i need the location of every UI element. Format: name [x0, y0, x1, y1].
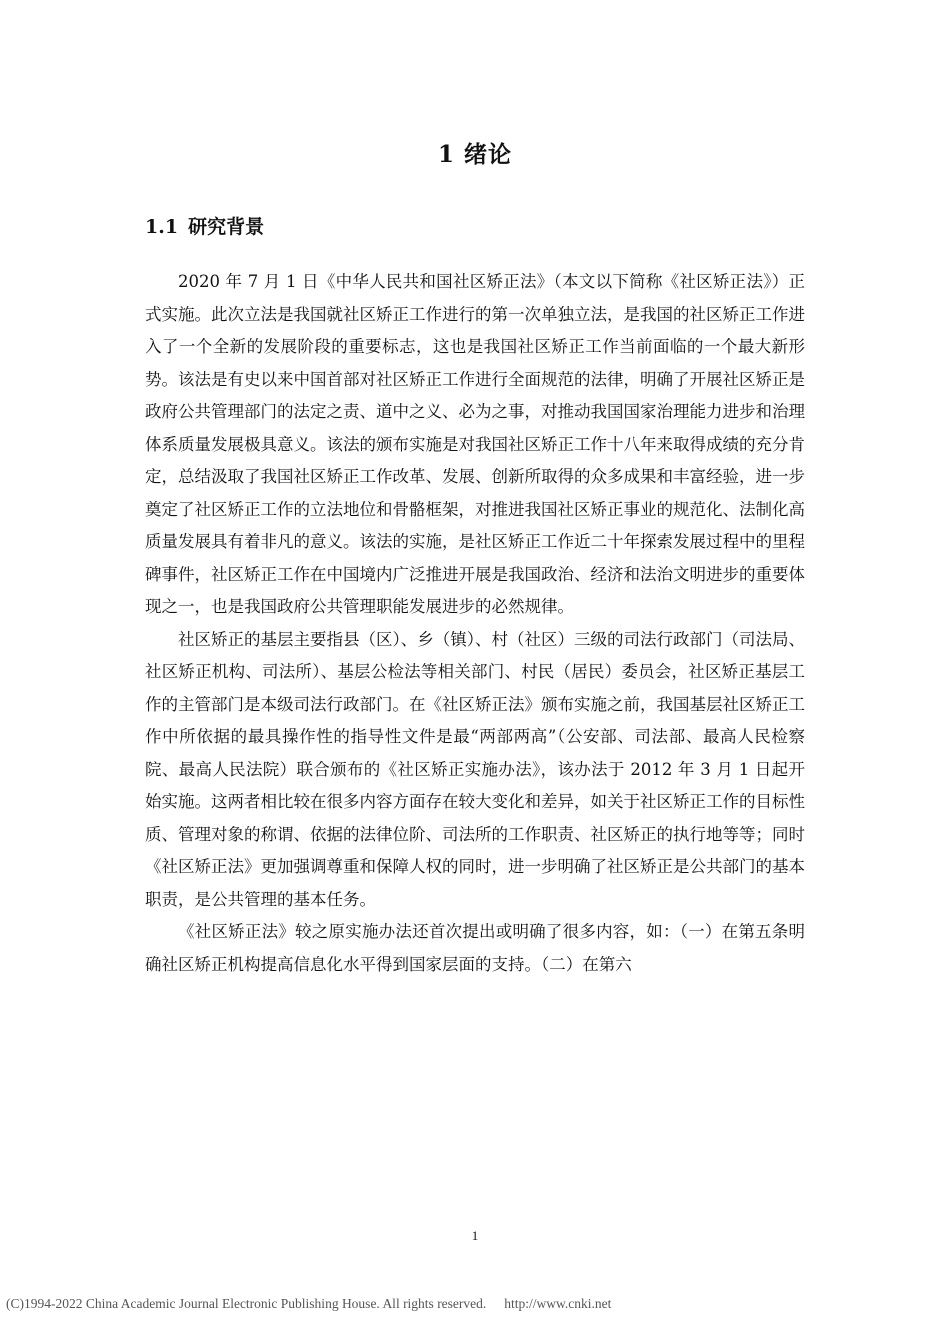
section-title: 研究背景 — [188, 216, 265, 238]
chapter-title: 1 绪论 — [437, 141, 512, 168]
section-heading — [145, 212, 264, 239]
body-text — [145, 266, 805, 981]
section-number: 1.1 — [145, 216, 179, 238]
footer-url: http://www.cnki.net — [504, 1296, 612, 1311]
paragraph-3: 《社区矫正法》较之原实施办法还首次提出或明确了很多内容，如：（一）在第五条明确社区矫正机构提高信息化水平得到国家层面的支持。（二）在第六 — [145, 922, 805, 974]
page-number: 1 — [471, 1228, 479, 1243]
paragraph-1: 2020 年 7 月 1 日《中华人民共和国社区矫正法》（本文以下简称《社区矫正法》）正式实施。此次立法是我国就社区矫正工作进行的第一次单独立法，是我国的社区矫正工作进入了一个全新的发展阶段的重要标志，这也是我国社区矫正工作当前面临的一个最大新形势。该法是有史以来中国首部对社区矫正工作进行全面规范的法律，明确了开展社区矫正是政府公共管理部门的法定之责、道中之义、必为之事，对推动我国国家治理能力进步和治理体系质量发展极具意义。该法的颁布实施是对我国社区矫正工作十八年来取得成绩的充分肯定，总结汲取了我国社区矫正工作改革、发展、创新所取得的众多成果和丰富经验，进一步奠定了社区矫正工作的立法地位和骨骼框架，对推进我国社区矫正事业的规范化、法制化高质量发展具有着非凡的意义。该法的实施，是社区矫正工作近二十年探索发展过程中的里程碑事件，社区矫正工作在中国境内广泛推进开展是我国政治、经济和法治文明进步的重要体现之一，也是我国政府公共管理职能发展进步的必然规律。 — [145, 272, 805, 616]
paragraph-2: 社区矫正的基层主要指县（区）、乡（镇）、村（社区）三级的司法行政部门（司法局、社区矫正机构、司法所）、基层公检法等相关部门、村民（居民）委员会，社区矫正基层工作的主管部门是本级司法行政部门。在《社区矫正法》颁布实施之前，我国基层社区矫正工作中所依据的最具操作性的指导性文件是最“两部两高”（公安部、司法部、最高人民检察院、最高人民法院）联合颁布的《社区矫正实施办法》，该办法于 2012 年 3 月 1 日起开始实施。这两者相比较在很多内容方面存在较大变化和差异，如关于社区矫正工作的目标性质、管理对象的称谓、依据的法律位阶、司法所的工作职责、社区矫正的执行地等等；同时《社区矫正法》更加强调尊重和保障人权的同时，进一步明确了社区矫正是公共部门的基本职责，是公共管理的基本任务。 — [145, 629, 805, 909]
copyright-text: (C)1994-2022 China Academic Journal Electronic Publishing House. All rights reserved. — [6, 1296, 487, 1311]
copyright-footer — [6, 1296, 946, 1312]
